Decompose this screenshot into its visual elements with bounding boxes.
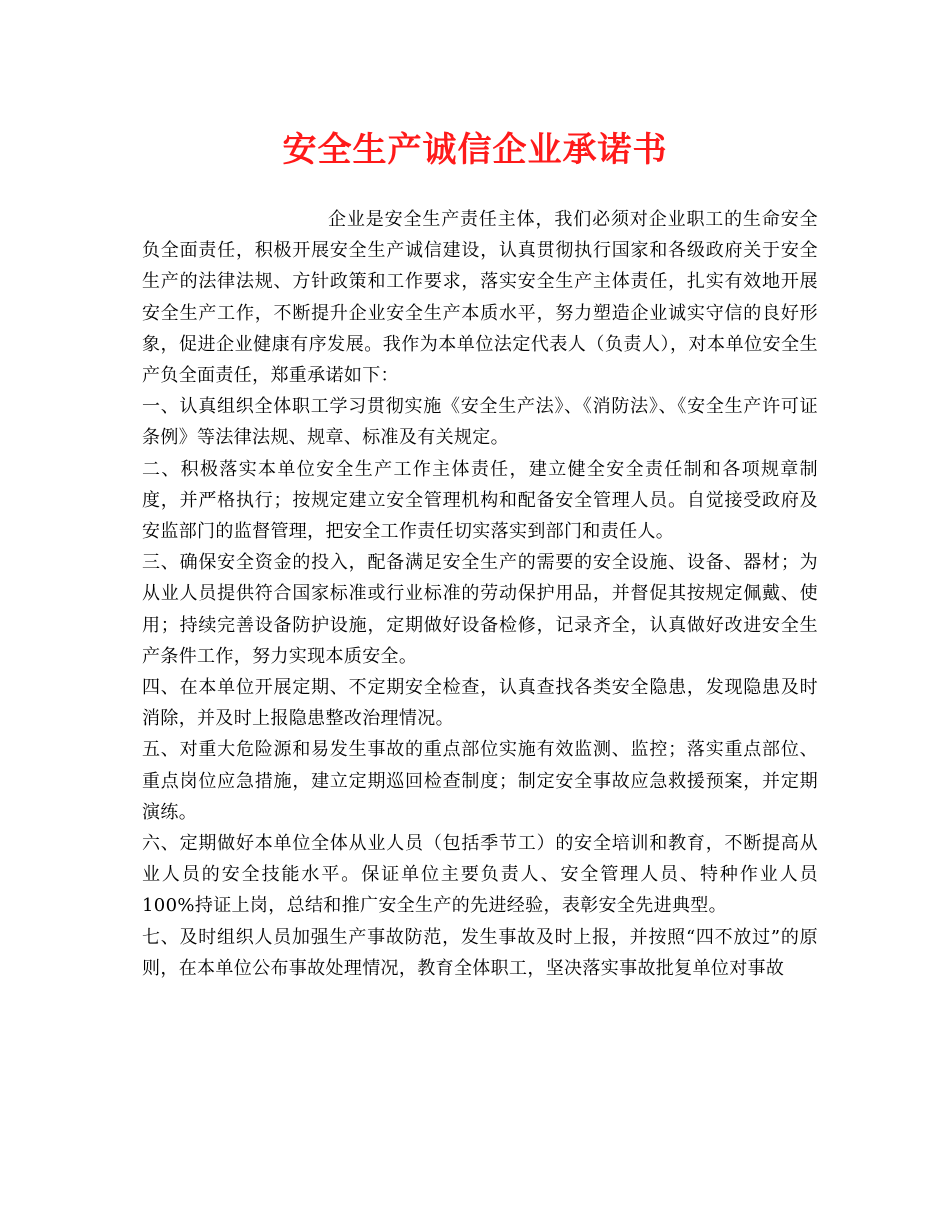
document-body <box>142 204 818 984</box>
commitment-item-1: 一、认真组织全体职工学习贯彻实施《安全生产法》、《消防法》、《安全生产许可证条例》等法律法规、规章、标准及有关规定。 <box>142 396 818 449</box>
commitment-item-3: 三、确保安全资金的投入，配备满足安全生产的需要的安全设施、设备、器材；为从业人员提供符合国家标准或行业标准的劳动保护用品，并督促其按规定佩戴、使用；持续完善设备防护设施，定期做好设备检修，记录齐全，认真做好改进安全生产条件工作，努力实现本质安全。 <box>142 552 818 667</box>
commitment-item-6: 六、定期做好本单位全体从业人员（包括季节工）的安全培训和教育，不断提高从业人员的安全技能水平。保证单位主要负责人、安全管理人员、特种作业人员100%持证上岗，总结和推广安全生产的先进经验，表彰安全先进典型。 <box>142 833 818 917</box>
commitment-item-4: 四、在本单位开展定期、不定期安全检查，认真查找各类安全隐患，发现隐患及时消除，并及时上报隐患整改治理情况。 <box>142 677 818 730</box>
document-title: 安全生产诚信企业承诺书 <box>282 130 668 170</box>
commitment-item-2: 二、积极落实本单位安全生产工作主体责任，建立健全安全责任制和各项规章制度，并严格执行；按规定建立安全管理机构和配备安全管理人员。自觉接受政府及安监部门的监督管理，把安全工作责任切实落实到部门和责任人。 <box>142 458 818 543</box>
intro-paragraph: 企业是安全生产责任主体，我们必须对企业职工的生命安全负全面责任，积极开展安全生产诚信建设，认真贯彻执行国家和各级政府关于安全生产的法律法规、方针政策和工作要求，落实安全生产主体责任，扎实有效地开展安全生产工作，不断提升企业安全生产本质水平，努力塑造企业诚实守信的良好形象，促进企业健康有序发展。我作为本单位法定代表人（负责人），对本单位安全生产负全面责任，郑重承诺如下： <box>142 209 818 387</box>
commitment-item-7: 七、及时组织人员加强生产事故防范，发生事故及时上报，并按照“四不放过”的原则，在本单位公布事故处理情况，教育全体职工，坚决落实事故批复单位对事故 <box>142 926 818 979</box>
commitment-item-5: 五、对重大危险源和易发生事故的重点部位实施有效监测、监控；落实重点部位、重点岗位应急措施，建立定期巡回检查制度；制定安全事故应急救援预案，并定期演练。 <box>142 739 818 823</box>
